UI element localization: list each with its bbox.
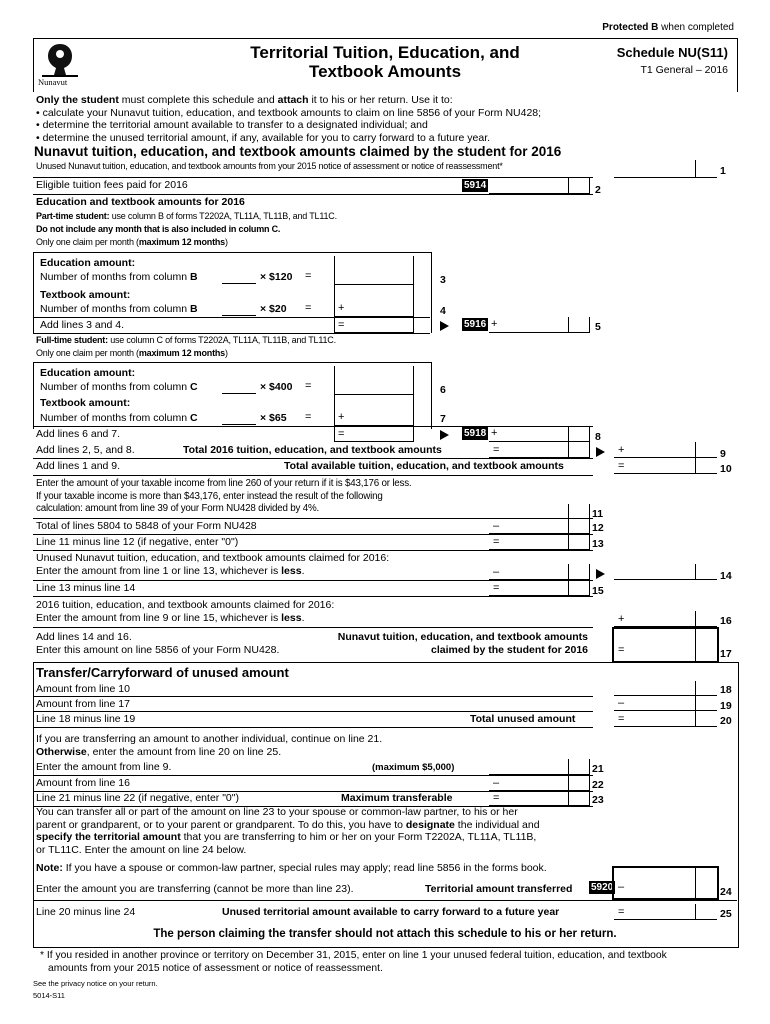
line1-number: 1	[720, 165, 726, 177]
line25-label: Line 20 minus line 24	[36, 906, 136, 918]
line17-number: 17	[720, 648, 732, 660]
protected-b: Protected B	[602, 22, 659, 33]
line11-label: Enter the amount of your taxable income from line 260 of your return if it is $43,176 or less. If your taxable income is more than $43,176, enter instead the result of the following calculation: amount from line 39 of your Form NU428 divided by 4%.	[36, 478, 412, 514]
months-b-label: Number of months from column B	[40, 271, 198, 283]
code-5916: 5916	[464, 319, 487, 330]
total-available-label: Total available tuition, education, and textbook amounts	[284, 460, 564, 472]
line23-number: 23	[592, 794, 604, 806]
minus: –	[618, 881, 625, 893]
months-b-field-textbook[interactable]	[222, 302, 256, 316]
minus: –	[618, 697, 625, 709]
line2-number: 2	[595, 184, 601, 196]
line24-number: 24	[720, 886, 732, 898]
line21-label: Enter the amount from line 9.	[36, 761, 172, 773]
footnote: * If you resided in another province or territory on December 31, 2015, enter on line 1 your unused federal tuition, education, and textbook amounts from your 2015 notice of assessment or notice of reassessment.	[40, 950, 667, 974]
line5-sub-field[interactable]	[334, 317, 414, 333]
protected-suffix: when completed	[661, 22, 734, 33]
equals: =	[618, 906, 625, 918]
line16-number: 16	[720, 615, 732, 627]
privacy-notice: See the privacy notice on your return.	[33, 979, 158, 988]
total-2016-label: Total 2016 tuition, education, and textbook amounts	[183, 444, 442, 456]
line20-label: Line 18 minus line 19	[36, 713, 136, 725]
line25-number: 25	[720, 908, 732, 920]
months-c-label-2: Number of months from column C	[40, 412, 198, 424]
line3-amount-field[interactable]	[334, 256, 414, 285]
transfer-instructions: If you are transferring an amount to another individual, continue on line 21. Otherwise, enter the amount from line 20 on line 25.	[36, 733, 383, 758]
code-5918: 5918	[464, 428, 487, 439]
logo-text: Nunavut	[38, 77, 68, 87]
minus: –	[493, 520, 500, 532]
plus: +	[338, 302, 345, 314]
line7-number: 7	[440, 413, 446, 425]
transfer-paragraph: You can transfer all or part of the amount on line 23 to your spouse or common-law partner, to his or her parent or grandparent, or to your parent or grandparent. To do this, you have to designate the individual and specify the territorial amount that you are transferring to him or her on your Form T2202A, TL11A, TL11B, or TL11C. Enter the amount on line 24 below.	[36, 806, 540, 856]
territorial-transferred-label: Territorial amount transferred	[425, 883, 573, 895]
schedule-label: Schedule NU(S11)	[616, 45, 728, 60]
code-5914: 5914	[464, 180, 487, 191]
section1-heading: Nunavut tuition, education, and textbook amounts claimed by the student for 2016	[34, 144, 562, 159]
add-12-label: Add lines 1 and 9.	[36, 460, 121, 472]
add-67-label: Add lines 6 and 7.	[36, 428, 121, 440]
line8-amount-field[interactable]	[489, 426, 590, 442]
line5-amount-field[interactable]	[489, 317, 590, 333]
textbook-amount-label: Textbook amount:	[40, 289, 131, 301]
line20-number: 20	[720, 715, 732, 727]
total-unused-label: Total unused amount	[470, 713, 576, 725]
equals: =	[305, 302, 312, 314]
line24-amount-field[interactable]	[612, 866, 719, 900]
line4-amount-field[interactable]	[334, 284, 414, 317]
equals: =	[618, 644, 625, 656]
intro-text-end: it to his or her return. Use it to:	[308, 94, 453, 106]
line10-number: 10	[720, 463, 732, 475]
line18-number: 18	[720, 684, 732, 696]
line8-number: 8	[595, 431, 601, 443]
rate-400: × $400	[260, 381, 293, 393]
edu-heading: Education and textbook amounts for 2016	[36, 196, 245, 208]
line13-label: Line 11 minus line 12 (if negative, enter "0")	[36, 536, 239, 548]
plus: +	[338, 411, 345, 423]
line12-label: Total of lines 5804 to 5848 of your Form NU428	[36, 520, 257, 532]
line15-label: Line 13 minus line 14	[36, 582, 136, 594]
line18-amount-field[interactable]	[614, 681, 717, 696]
edu-amount-label-ft: Education amount:	[40, 367, 136, 379]
line5-number: 5	[595, 321, 601, 333]
equals: =	[493, 444, 500, 456]
line17-bold-label: Nunavut tuition, education, and textbook amounts claimed by the student for 2016	[337, 631, 588, 656]
line3-number: 3	[440, 274, 446, 286]
intro	[36, 94, 541, 144]
intro-text: must complete this schedule and	[118, 94, 278, 106]
part-time-note: Do not include any month that is also included in column C.	[36, 224, 281, 234]
line18-label: Amount from line 10	[36, 683, 130, 695]
nunavut-logo	[38, 42, 82, 90]
line16-label: 2016 tuition, education, and textbook amounts claimed for 2016: Enter the amount from line 9 or line 15, whichever is less.	[36, 599, 335, 624]
arrow-right-icon	[596, 447, 605, 457]
line23-label: Line 21 minus line 22 (if negative, enter "0")	[36, 792, 239, 804]
arrow-right-icon	[440, 321, 449, 331]
carryforward-label: Unused territorial amount available to carry forward to a future year	[222, 906, 560, 918]
line8-sub-field[interactable]	[334, 426, 414, 442]
line13-number: 13	[592, 538, 604, 550]
code-5920: 5920	[591, 882, 614, 893]
add-34-label: Add lines 3 and 4.	[40, 319, 125, 331]
line15-amount-field[interactable]	[489, 580, 590, 596]
line14-label: Unused Nunavut tuition, education, and textbook amounts claimed for 2016: Enter the amount from line 1 or line 13, whichever is less.	[36, 552, 390, 577]
equals: =	[493, 792, 500, 804]
equals: =	[618, 460, 625, 472]
equals: =	[493, 582, 500, 594]
line22-label: Amount from line 16	[36, 777, 130, 789]
plus: +	[491, 427, 498, 439]
form-code: 5014-S11	[33, 991, 65, 1000]
minus: –	[493, 777, 500, 789]
line17-amount-field[interactable]	[612, 627, 719, 663]
part-time-label: Part-time student: use column B of forms T2202A, TL11A, TL11B, and TL11C.	[36, 211, 337, 221]
line21-max: (maximum $5,000)	[372, 762, 455, 773]
textbook-amount-label-ft: Textbook amount:	[40, 397, 131, 409]
line12-amount-field[interactable]	[489, 518, 590, 534]
line14-number: 14	[720, 570, 732, 582]
line4-number: 4	[440, 305, 446, 317]
arrow-right-icon	[596, 569, 605, 579]
line2-amount-field[interactable]	[489, 178, 590, 194]
page-title	[180, 43, 590, 81]
minus: –	[493, 566, 500, 578]
protected-b-label	[602, 22, 734, 33]
transfer-warning: The person claiming the transfer should not attach this schedule to his or her return.	[153, 928, 617, 940]
max-transferable-label: Maximum transferable	[341, 792, 453, 804]
coat-of-arms-icon	[38, 42, 82, 78]
months-b-label-2: Number of months from column B	[40, 303, 198, 315]
line9-sub-field[interactable]	[489, 442, 590, 458]
line2-label: Eligible tuition fees paid for 2016	[36, 179, 188, 191]
line25-amount-field[interactable]	[614, 904, 717, 920]
full-time-claim: Only one claim per month (maximum 12 months)	[36, 348, 228, 358]
line22-amount-field[interactable]	[489, 775, 590, 791]
equals: =	[305, 380, 312, 392]
line21-amount-field[interactable]	[489, 759, 590, 775]
line10-amount-field[interactable]	[614, 458, 717, 474]
plus: +	[618, 613, 625, 625]
rate-65: × $65	[260, 412, 287, 424]
line15-number: 15	[592, 585, 604, 597]
intro-bullet: • calculate your Nunavut tuition, education, and textbook amounts to claim on line 5856 of your Form NU428;	[36, 106, 542, 119]
line19-number: 19	[720, 700, 732, 712]
line9-amount-field[interactable]	[614, 442, 717, 458]
line14-sub-field[interactable]	[489, 564, 590, 580]
edu-amount-label: Education amount:	[40, 257, 136, 269]
equals: =	[305, 411, 312, 423]
line23-amount-field[interactable]	[489, 791, 590, 806]
line19-label: Amount from line 17	[36, 698, 130, 710]
equals: =	[338, 319, 345, 331]
intro-student: Only the student	[36, 94, 119, 106]
intro-bullet: • determine the unused territorial amount, if any, available for you to carry forward to a future year.	[36, 131, 491, 144]
months-c-field-textbook[interactable]	[222, 411, 256, 425]
line6-number: 6	[440, 384, 446, 396]
line12-number: 12	[592, 522, 604, 534]
equals: =	[338, 428, 345, 440]
line21-number: 21	[592, 763, 604, 775]
section2-heading: Transfer/Carryforward of unused amount	[36, 665, 289, 680]
line20-amount-field[interactable]	[614, 711, 717, 727]
line16-amount-field[interactable]	[614, 611, 717, 627]
line19-amount-field[interactable]	[614, 696, 717, 711]
equals: =	[305, 270, 312, 282]
note: Note: If you have a spouse or common-law partner, special rules may apply; read line 5856 in the forms book.	[36, 862, 547, 874]
intro-bullet: • determine the territorial amount available to transfer to a designated individual; and	[36, 119, 428, 131]
equals: =	[493, 536, 500, 548]
title-line1: Territorial Tuition, Education, and	[250, 43, 520, 62]
equals: =	[618, 713, 625, 725]
line11-amount-field[interactable]	[489, 504, 590, 519]
rate-20: × $20	[260, 303, 287, 315]
months-c-field-edu[interactable]	[222, 380, 256, 394]
line6-amount-field[interactable]	[334, 366, 414, 395]
line11-number: 11	[592, 508, 604, 520]
line24-label: Enter the amount you are transferring (cannot be more than line 23).	[36, 883, 354, 895]
line1-label: Unused Nunavut tuition, education, and textbook amounts from your 2015 notice of assessment or notice of reassessment*	[36, 161, 503, 171]
part-time-claim: Only one claim per month (maximum 12 months)	[36, 237, 228, 247]
form-year: T1 General – 2016	[640, 64, 728, 76]
intro-attach: attach	[277, 94, 309, 106]
add-258-label: Add lines 2, 5, and 8.	[36, 444, 135, 456]
arrow-right-icon	[440, 430, 449, 440]
line9-number: 9	[720, 448, 726, 460]
line14-amount-field[interactable]	[614, 564, 717, 580]
months-c-label: Number of months from column C	[40, 381, 198, 393]
rate-120: × $120	[260, 271, 293, 283]
plus: +	[491, 318, 498, 330]
line13-amount-field[interactable]	[489, 534, 590, 550]
line1-amount-field[interactable]	[614, 160, 717, 178]
plus: +	[618, 444, 625, 456]
line7-amount-field[interactable]	[334, 394, 414, 426]
full-time-label: Full-time student: use column C of forms T2202A, TL11A, TL11B, and TL11C.	[36, 335, 336, 345]
title-line2: Textbook Amounts	[308, 62, 462, 81]
months-b-field-edu[interactable]	[222, 270, 256, 284]
line22-number: 22	[592, 779, 604, 791]
line17-label: Add lines 14 and 16. Enter this amount on line 5856 of your Form NU428.	[36, 631, 280, 656]
